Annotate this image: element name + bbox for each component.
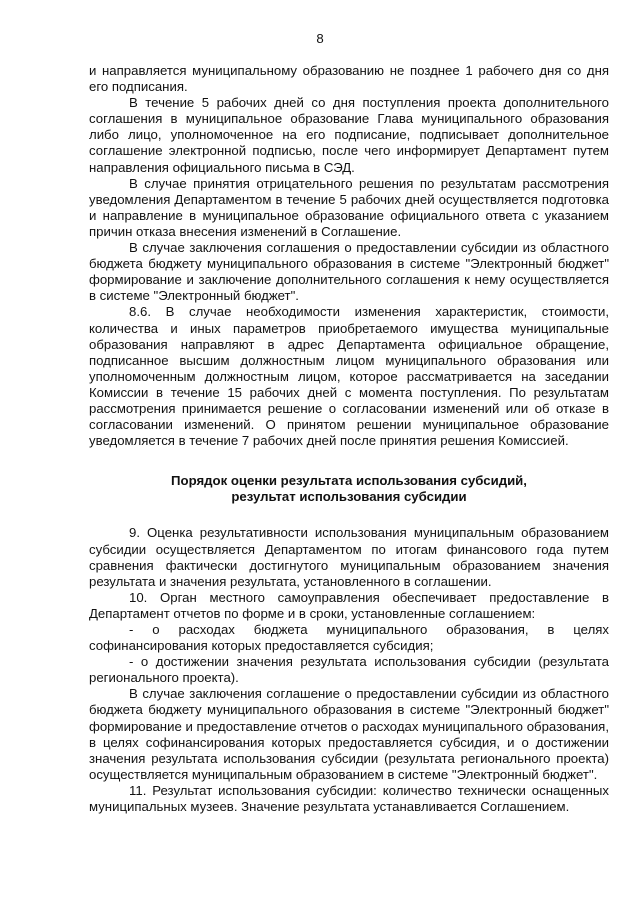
paragraph: 11. Результат использования субсидии: количество технически оснащенных муниципальных музеев. Значение результата устанавливается Соглашением. — [89, 782, 609, 815]
section-heading — [89, 473, 609, 505]
section-heading-line: результат использования субсидии — [231, 489, 467, 505]
paragraph: и направляется муниципальному образованию не позднее 1 рабочего дня со дня его подписания. — [89, 63, 609, 95]
paragraph: В течение 5 рабочих дней со дня поступления проекта дополнительного соглашения в муниципальное образование Глава муниципального образования либо лицо, уполномоченное на его подписание, подписывает дополнительное соглашение электронной подписью, после чего информирует Департамент путем направления официального письма в СЭД. — [89, 95, 609, 175]
list-item: - о достижении значения результата использования субсидии (результата регионального проекта). — [89, 654, 609, 686]
paragraph: 9. Оценка результативности использования муниципальным образованием субсидии осуществляется Департаментом по итогам финансового года путем сравнения фактически достигнутого муниципальным образованием значения результата и значения результата, установленного в соглашении. — [89, 525, 609, 589]
paragraph: В случае принятия отрицательного решения по результатам рассмотрения уведомления Департаментом в течение 5 рабочих дней осуществляется подготовка и направление в муниципальное образование официального ответа с указанием причин отказа внесения изменений в Соглашение. — [89, 175, 609, 239]
list-item: - о расходах бюджета муниципального образования, в целях софинансирования которых предоставляется субсидия; — [89, 622, 609, 654]
paragraph: 8.6. В случае необходимости изменения характеристик, стоимости, количества и иных параметров приобретаемого имущества муниципальные образования направляют в адрес Департамента официальное обращение, подписанное высшим должностным лицом муниципального образования или уполномоченным должностным лицом, которое рассматривается на заседании Комиссии в течение 15 рабочих дней с момента поступления. По результатам рассмотрения принимается решение о согласовании изменений или об отказе в согласовании изменений. О принятом решении муниципальное образование уведомляется в течение 7 рабочих дней после принятия решения Комиссией. — [89, 304, 609, 449]
paragraph: 10. Орган местного самоуправления обеспечивает предоставление в Департамент отчетов по форме и в сроки, установленные соглашением: — [89, 589, 609, 621]
page-number: 8 — [316, 31, 324, 46]
document-body — [89, 63, 609, 815]
paragraph: В случае заключения соглашения о предоставлении субсидии из областного бюджета бюджету муниципального образования в системе "Электронный бюджет" формирование и заключение дополнительного соглашения к нему осуществляется в системе "Электронный бюджет". — [89, 240, 609, 304]
section-heading-line: Порядок оценки результата использования субсидий, — [171, 473, 527, 489]
paragraph: В случае заключения соглашение о предоставлении субсидии из областного бюджета бюджету муниципального образования в системе "Электронный бюджет" формирование и предоставление отчетов о расходах муниципального образования, в целях софинансирования которых предоставляется субсидия, и о достижении значения результата использования субсидии (результата регионального проекта) осуществляется муниципальным образованием в системе "Электронный бюджет". — [89, 686, 609, 782]
